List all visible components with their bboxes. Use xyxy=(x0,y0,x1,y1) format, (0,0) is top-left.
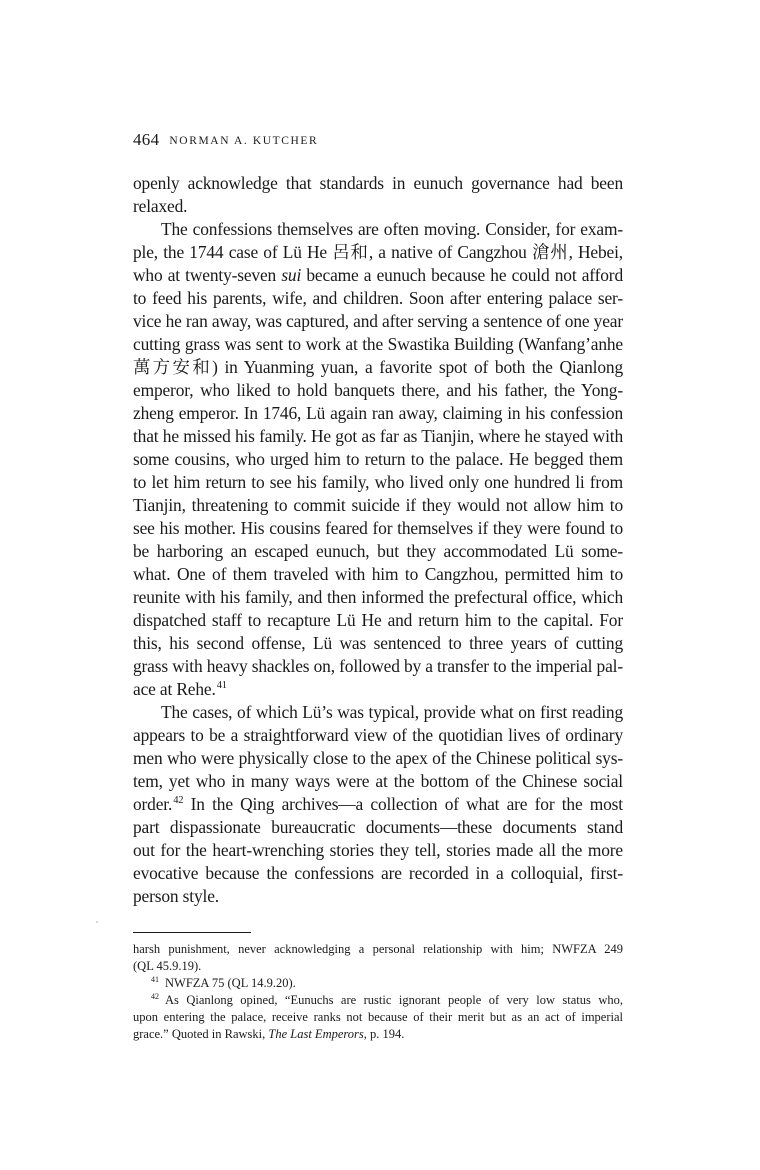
body-line: evocative because the confessions are recorded in a colloquial, first- xyxy=(133,863,623,883)
body-line: out for the heart-wrenching stories they tell, stories made all the more xyxy=(133,840,623,860)
body-line: what. One of them traveled with him to Cangzhou, permitted him to xyxy=(133,564,623,584)
body-line: see his mother. His cousins feared for themselves if they were found to xyxy=(133,518,623,538)
body-line: that he missed his family. He got as far as Tianjin, where he stayed with xyxy=(133,426,623,446)
body-line xyxy=(133,793,623,816)
footnote-42 xyxy=(133,992,623,1009)
body-line: cutting grass was sent to work at the Swastika Building (Wanfang’anhe xyxy=(133,334,623,354)
body-line: zheng emperor. In 1746, Lü again ran away, claiming in his confession xyxy=(133,403,623,423)
running-head-author: NORMAN A. KUTCHER xyxy=(169,135,319,147)
footnote-mark: 42 xyxy=(151,991,159,1001)
line-text: became a eunuch because he could not afford xyxy=(301,265,623,285)
body-text xyxy=(133,172,623,908)
body-line: openly acknowledge that standards in eunuch governance had been xyxy=(133,173,623,193)
body-line: part dispassionate bureaucratic documents—these documents stand xyxy=(133,817,623,837)
footnote-text: , p. 194. xyxy=(363,1027,405,1041)
footnote-41 xyxy=(133,975,623,992)
body-line: dispatched staff to recapture Lü He and return him to the capital. For xyxy=(133,610,623,630)
book-title: The Last Emperors xyxy=(268,1027,364,1041)
footnote-text: NWFZA 75 (QL 14.9.20). xyxy=(165,976,296,990)
body-line: men who were physically close to the apex of the Chinese political sys- xyxy=(133,748,623,768)
paragraph-start-line: The cases, of which Lü’s was typical, provide what on first reading xyxy=(161,702,623,722)
body-line: be harboring an escaped eunuch, but they accommodated Lü some- xyxy=(133,541,623,561)
body-line: to let him return to see his family, who lived only one hundred li from xyxy=(133,472,623,492)
body-line: to feed his parents, wife, and children. Soon after entering palace ser- xyxy=(133,288,623,308)
line-text: In the Qing archives—a collection of what are for the most xyxy=(183,794,623,814)
body-line: emperor, who liked to hold banquets there, and his father, the Yong- xyxy=(133,380,623,400)
body-line: this, his second offense, Lü was sentenced to three years of cutting xyxy=(133,633,623,653)
footnote-line xyxy=(133,1026,623,1043)
footnote-text: As Qianlong opined, “Eunuchs are rustic ignorant people of very low status who, xyxy=(165,993,623,1007)
footnotes xyxy=(133,941,623,1043)
line-text: ace at Rehe. xyxy=(133,679,216,699)
body-line: tem, yet who in many ways were at the bottom of the Chinese social xyxy=(133,771,623,791)
running-head xyxy=(133,130,318,152)
line-text: who at twenty-seven xyxy=(133,265,282,285)
body-line: ple, the 1744 case of Lü He 呂和, a native of Cangzhou 滄州, Hebei, xyxy=(133,242,623,262)
body-line xyxy=(133,678,623,701)
footnote-text: grace.” Quoted in Rawski, xyxy=(133,1027,269,1041)
footnote-line: upon entering the palace, receive ranks not because of their merit but as an act of imperial xyxy=(133,1010,623,1024)
body-line: grass with heavy shackles on, followed by a transfer to the imperial pal- xyxy=(133,656,623,676)
italic-term: sui xyxy=(281,265,302,285)
footnote-continued-line: harsh punishment, never acknowledging a personal relationship with him; NWFZA 249 xyxy=(133,942,623,956)
body-line: 萬方安和) in Yuanming yuan, a favorite spot of both the Qianlong xyxy=(133,357,623,377)
body-line xyxy=(133,264,623,287)
margin-speck xyxy=(96,921,98,923)
line-text: order. xyxy=(133,794,173,814)
paragraph-start-line: The confessions themselves are often moving. Consider, for exam- xyxy=(161,219,623,239)
footnote-ref-42[interactable]: 42 xyxy=(173,795,184,807)
footnote-rule xyxy=(133,932,251,933)
body-line: appears to be a straightforward view of the quotidian lives of ordinary xyxy=(133,725,623,745)
body-line: relaxed. xyxy=(133,196,188,216)
footnote-continued-line: (QL 45.9.19). xyxy=(133,959,202,973)
body-line: some cousins, who urged him to return to the palace. He begged them xyxy=(133,449,623,469)
body-line: vice he ran away, was captured, and after serving a sentence of one year xyxy=(133,311,623,331)
body-line: reunite with his family, and then informed the prefectural office, which xyxy=(133,587,623,607)
footnote-mark: 41 xyxy=(151,974,159,984)
body-line: person style. xyxy=(133,886,219,906)
footnote-ref-41[interactable]: 41 xyxy=(216,680,227,692)
page-number: 464 xyxy=(133,130,160,149)
body-line: Tianjin, threatening to commit suicide if they would not allow him to xyxy=(133,495,623,515)
